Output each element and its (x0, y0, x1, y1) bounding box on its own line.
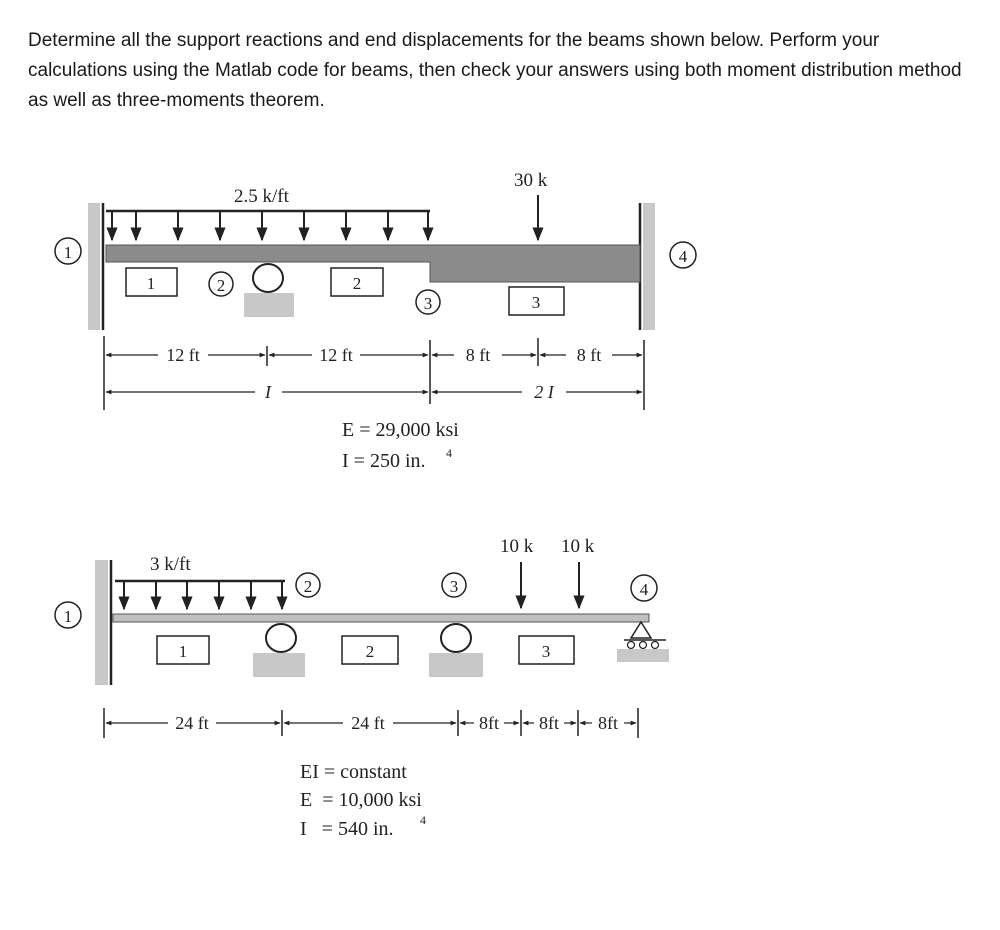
beam1-element-2-label: 2 (352, 274, 362, 293)
beam2-body (113, 614, 649, 622)
beam2-dist-load-label: 3 k/ft (150, 554, 191, 575)
beam2-prop-I: I = 540 in. (300, 818, 394, 840)
beam2-prop-I-exponent: 4 (420, 813, 426, 827)
beam2-roller-support-2 (253, 624, 305, 677)
beam1-dist-load-label: 2.5 k/ft (234, 186, 289, 207)
beam1-span-4: 8 ft (576, 345, 602, 365)
beam2-span-2: 24 ft (351, 713, 385, 733)
beam1-span-2: 12 ft (319, 345, 353, 365)
beam1-node-2-label: 2 (216, 276, 226, 295)
beam2-node-4-label: 4 (639, 580, 649, 599)
beam1-prop-I-exponent: 4 (446, 446, 452, 460)
problem-statement: Determine all the support reactions and end displacements for the beams shown below. Perform your calculations using the Matlab code for beams, then check your answers using both moment distribution method as well as three-moments theorem. (28, 30, 962, 111)
beam2-node-3-label: 3 (449, 577, 459, 596)
beam1-roller-support (244, 264, 294, 317)
beam2-span-3: 8ft (479, 713, 499, 733)
beam2-span-4: 8ft (539, 713, 559, 733)
beam2-roller-support-3 (429, 624, 483, 677)
beam2-element-2-label: 2 (365, 642, 375, 661)
beam1-point-load-label: 30 k (514, 170, 548, 191)
beam2-point-load-1-label: 10 k (500, 536, 534, 557)
beam1-inertia-left: I (265, 382, 271, 402)
beam2-point-load-2-label: 10 k (561, 536, 595, 557)
beam1-inertia-right: 2 I (534, 382, 554, 402)
beam1-element-1-label: 1 (146, 274, 156, 293)
beam1-span-1: 12 ft (166, 345, 200, 365)
beam1-right-wall (643, 203, 655, 330)
beam2-prop-E: E = 10,000 ksi (300, 789, 422, 811)
beam1-left-wall (88, 203, 100, 330)
beam2-distributed-load (115, 581, 285, 609)
beam1-prop-I: I = 250 in. (342, 450, 426, 472)
beam2-span-1: 24 ft (175, 713, 209, 733)
beam1-node-1-label: 1 (63, 243, 73, 262)
beam2-pin-roller-support-4 (617, 622, 669, 662)
beam2-node-2-label: 2 (303, 577, 313, 596)
beam2-diagram (55, 536, 669, 840)
beam2-prop-EI: EI = constant (300, 761, 407, 783)
beam2-left-wall (95, 560, 108, 685)
beam1-node-3-label: 3 (423, 294, 433, 313)
beam2-span-5: 8ft (598, 713, 618, 733)
beam1-node-4-label: 4 (678, 247, 688, 266)
beam2-node-1-label: 1 (63, 607, 73, 626)
beam2-element-3-label: 3 (541, 642, 551, 661)
beam1-span-3: 8 ft (465, 345, 491, 365)
beam1-diagram (55, 170, 696, 472)
beam2-element-1-label: 1 (178, 642, 188, 661)
beam1-element-3-label: 3 (531, 293, 541, 312)
beam1-prop-E: E = 29,000 ksi (342, 419, 459, 441)
beam1-distributed-load (106, 211, 430, 240)
